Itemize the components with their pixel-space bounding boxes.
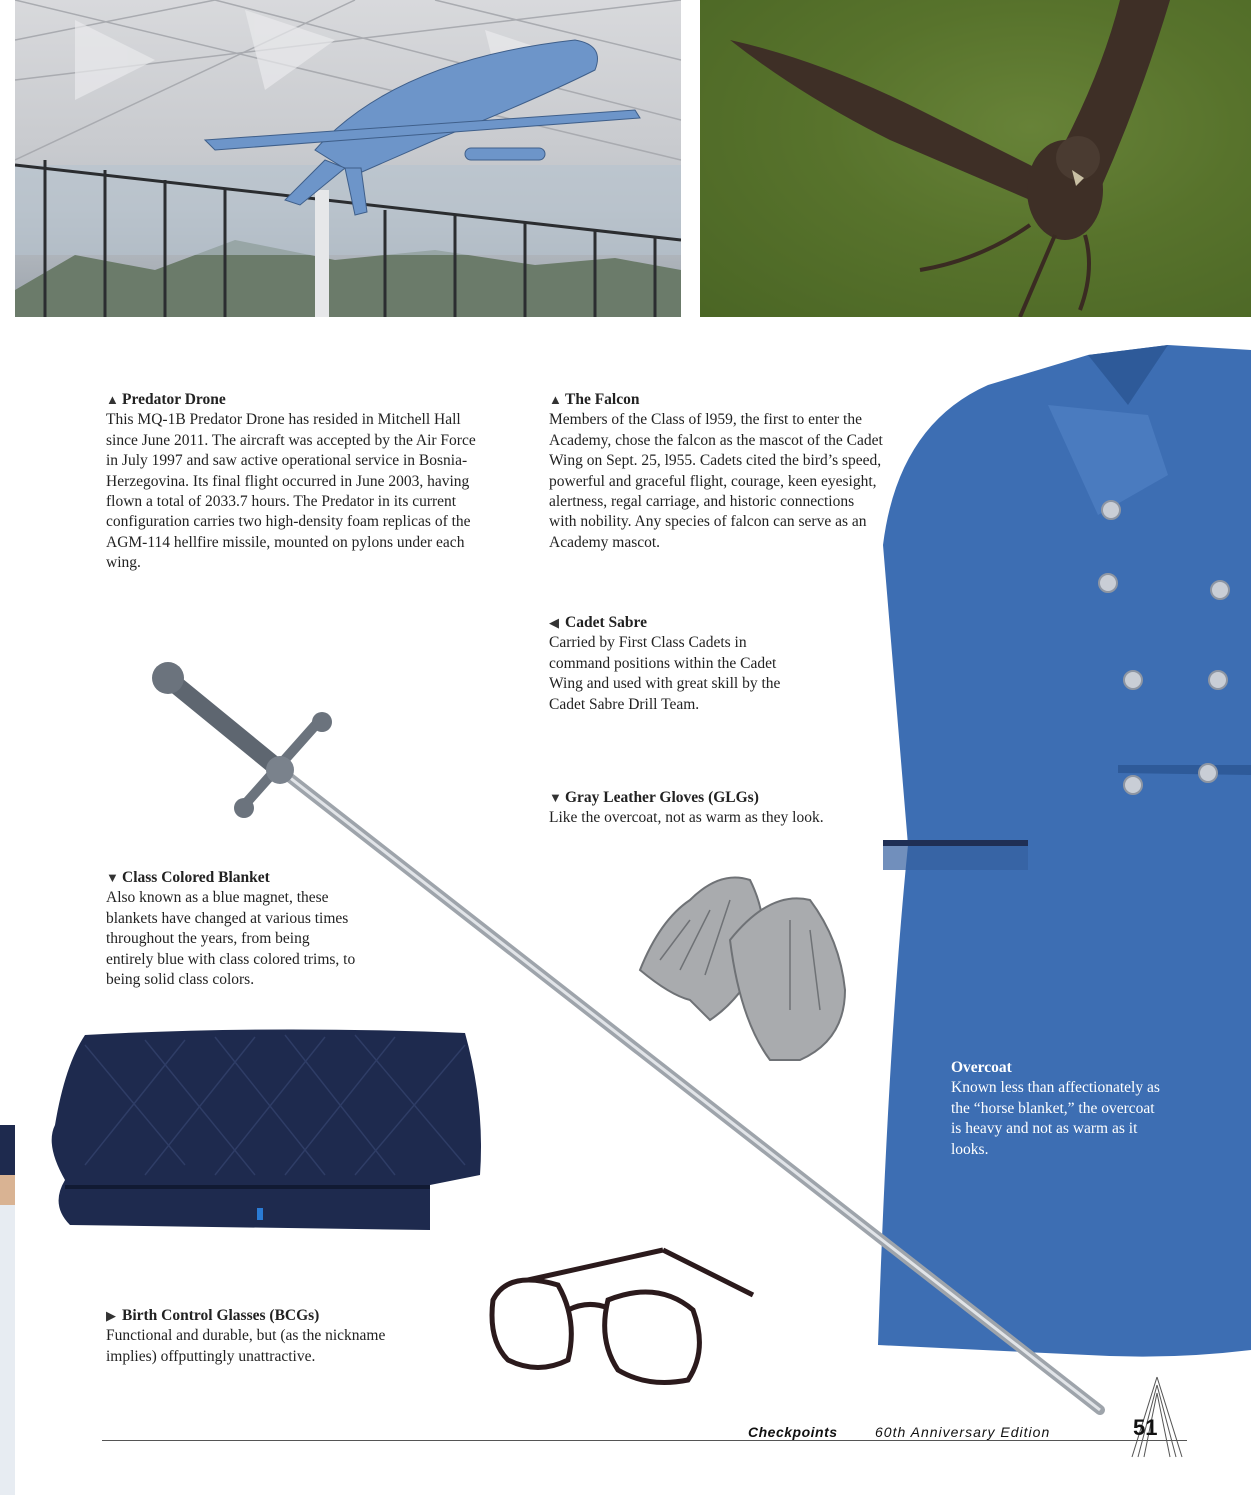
aircraft-icon: ▼ bbox=[549, 790, 562, 805]
section-title bbox=[106, 868, 356, 888]
cadet-sabre-body: Carried by First Class Cadets in command positions within the Cadet Wing and used with great skill by the Cadet Sabre Drill Team. bbox=[549, 634, 781, 713]
class-colored-blanket-body: Also known as a blue magnet, these blankets have changed at various times throughout the years, from being entirely blue with class colored trims, to being solid class colors. bbox=[106, 889, 356, 989]
section-birth-control-glasses bbox=[106, 1306, 416, 1367]
aircraft-icon: ▶ bbox=[106, 1308, 116, 1323]
aircraft-icon: ◀ bbox=[549, 615, 559, 630]
predator-drone-illustration bbox=[15, 0, 681, 317]
gray-leather-gloves-body: Like the overcoat, not as warm as they look. bbox=[549, 809, 824, 827]
falcon-photo bbox=[700, 0, 1251, 317]
cadet-sabre-title: Cadet Sabre bbox=[565, 614, 647, 631]
aircraft-icon: ▲ bbox=[106, 392, 119, 407]
section-the-falcon bbox=[549, 390, 885, 553]
class-colored-blanket-title: Class Colored Blanket bbox=[122, 869, 270, 886]
predator-drone-body: This MQ-1B Predator Drone has resided in Mitchell Hall since June 2011. The aircraft was accepted by the Air Force in July 1997 and saw active operational service in Bosnia-Herzegovina. Its final flight occurred in June 2003, having flown a total of 2033.7 hours. The Predator in its current configuration carries two high-density foam replicas of the AGM-114 hellfire missile, mounted on pylons under each wing. bbox=[106, 411, 476, 572]
section-title bbox=[549, 390, 885, 410]
birth-control-glasses-title: Birth Control Glasses (BCGs) bbox=[122, 1307, 320, 1324]
predator-drone-photo bbox=[15, 0, 681, 317]
section-predator-drone bbox=[106, 390, 486, 574]
footer-brand: Checkpoints bbox=[748, 1424, 838, 1440]
overcoat-title: Overcoat bbox=[951, 1059, 1012, 1076]
predator-drone-title: Predator Drone bbox=[122, 391, 226, 408]
section-gray-leather-gloves bbox=[549, 788, 859, 829]
partial-edge-photo bbox=[0, 1125, 15, 1495]
page-number: 51 bbox=[1133, 1415, 1158, 1440]
section-class-colored-blanket bbox=[106, 868, 356, 990]
class-colored-blanket-illustration bbox=[45, 1025, 485, 1230]
birth-control-glasses-body: Functional and durable, but (as the nickname implies) offputtingly unattractive. bbox=[106, 1327, 386, 1365]
the-falcon-body: Members of the Class of l959, the first to enter the Academy, chose the falcon as the mascot of the Cadet Wing on Sept. 25, l955. Cadets cited the bird’s speed, powerful and graceful flight, courage, keen eyesight, alertness, regal carriage, and historic connections with nobility. Any species of falcon can serve as an Academy mascot. bbox=[549, 411, 883, 551]
overcoat-body: Known less than affectionately as the “horse blanket,” the overcoat is heavy and not as warm as it looks. bbox=[951, 1079, 1160, 1158]
section-cadet-sabre bbox=[549, 613, 799, 715]
section-title bbox=[106, 1306, 416, 1326]
aircraft-icon: ▲ bbox=[549, 392, 562, 407]
falcon-illustration bbox=[700, 0, 1251, 317]
section-title bbox=[106, 390, 486, 410]
the-falcon-title: The Falcon bbox=[565, 391, 640, 408]
section-title bbox=[549, 613, 799, 633]
footer-edition: 60th Anniversary Edition bbox=[875, 1424, 1051, 1440]
section-overcoat bbox=[951, 1058, 1161, 1160]
aircraft-icon: ▼ bbox=[106, 870, 119, 885]
footer-rule bbox=[102, 1440, 1187, 1441]
birth-control-glasses-illustration bbox=[488, 1240, 758, 1390]
gray-leather-gloves-illustration bbox=[620, 860, 860, 1070]
gray-leather-gloves-title: Gray Leather Gloves (GLGs) bbox=[565, 789, 759, 806]
section-title bbox=[549, 788, 859, 808]
